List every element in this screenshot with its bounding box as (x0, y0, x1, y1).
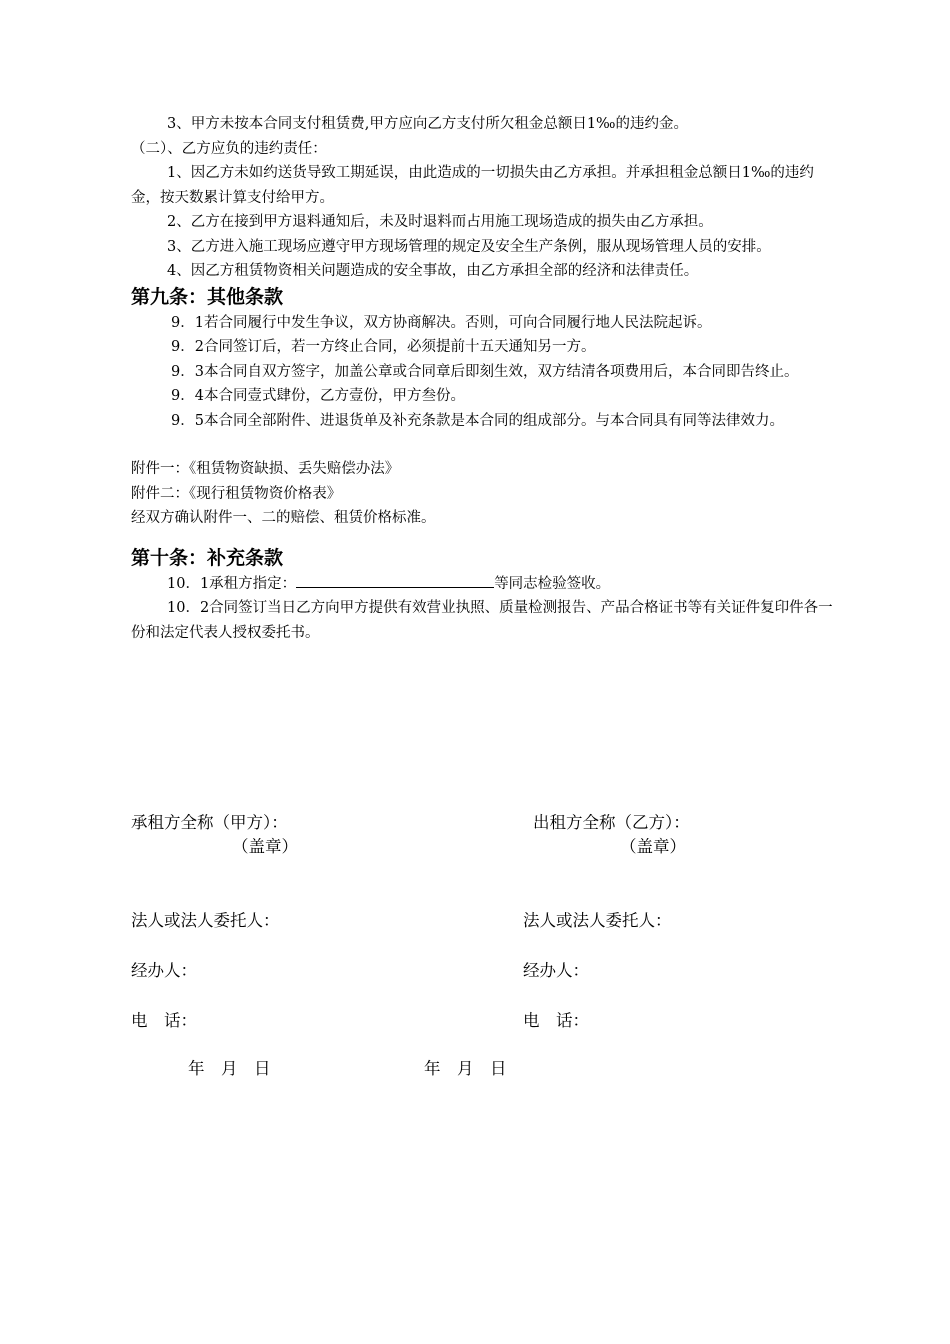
breach-b-item-2: 2、乙方在接到甲方退料通知后，未及时退料而占用施工现场造成的损失由乙方承担。 (167, 214, 713, 230)
breach-b-item-1: 1、因乙方未如约送货导致工期延误，由此造成的一切损失由乙方承担。并承担租金总额日1‰的违约金，按天数累计算支付给甲方。 (131, 165, 814, 206)
breach-b-item-3: 3、乙方进入施工现场应遵守甲方现场管理的规定及安全生产条例，服从现场管理人员的安排。 (167, 238, 771, 255)
lessor-phone-label: 电 话： (523, 1011, 589, 1030)
lessor-full-name-label: 出租方全称（乙方）： (533, 813, 690, 832)
lessee-seal-label: （盖章） (232, 837, 298, 856)
clause-9-4: 9．4本合同壹式肆份，乙方壹份，甲方叁份。 (171, 388, 465, 404)
article-9-title: 第九条：其他条款 (131, 285, 284, 308)
clause-9-5: 9．5本合同全部附件、进退货单及补充条款是本合同的组成部分。与本合同具有同等法律效力。 (171, 412, 784, 429)
lessee-handler-label: 经办人： (131, 961, 197, 980)
breach-a-item-3: 3、甲方未按本合同支付租赁费,甲方应向乙方支付所欠租金总额日1‰的违约金。 (167, 116, 689, 132)
lessee-phone-label: 电 话： (131, 1011, 197, 1030)
contract-page (131, 112, 833, 645)
clause-9-3: 9．3本合同自双方签字，加盖公章或合同章后即刻生效，双方结清各项费用后，本合同即告终止。 (171, 363, 799, 380)
clause-10-1-prefix: 10．1承租方指定： (167, 575, 297, 592)
clause-9-2: 9．2合同签订后，若一方终止合同，必须提前十五天通知另一方。 (171, 339, 596, 355)
spacer (131, 531, 833, 545)
lessor-seal-label: （盖章） (620, 837, 686, 856)
lessor-handler-label: 经办人： (523, 961, 589, 980)
attachment-2: 附件二：《现行租赁物资价格表》 (131, 485, 342, 502)
breach-b-heading: （二）、乙方应负的违约责任： (131, 140, 327, 157)
article-10-title: 第十条：补充条款 (131, 546, 284, 569)
attachment-1: 附件一：《租赁物资缺损、丢失赔偿办法》 (131, 461, 400, 477)
clause-10-2: 10．2合同签订当日乙方向甲方提供有效营业执照、质量检测报告、产品合格证书等有关证件复印件各一份和法定代表人授权委托书。 (131, 600, 833, 641)
spacer (131, 433, 833, 457)
clause-10-1-suffix: 等同志检验签收。 (494, 575, 611, 592)
lessee-date-label: 年 月 日 (188, 1059, 271, 1078)
clause-9-1: 9．1若合同履行中发生争议，双方协商解决。否则，可向合同履行地人民法院起诉。 (171, 314, 712, 331)
attachment-confirm: 经双方确认附件一、二的赔偿、租赁价格标准。 (131, 510, 436, 526)
lessee-legal-rep-label: 法人或法人委托人： (131, 911, 280, 930)
lessor-date-label: 年 月 日 (424, 1059, 507, 1078)
lessor-legal-rep-label: 法人或法人委托人： (523, 911, 672, 930)
breach-b-item-4: 4、因乙方租赁物资相关问题造成的安全事故，由乙方承担全部的经济和法律责任。 (167, 263, 699, 279)
designee-blank-line[interactable] (296, 572, 494, 588)
lessee-full-name-label: 承租方全称（甲方）： (131, 813, 288, 832)
clause-10-1 (131, 572, 833, 597)
